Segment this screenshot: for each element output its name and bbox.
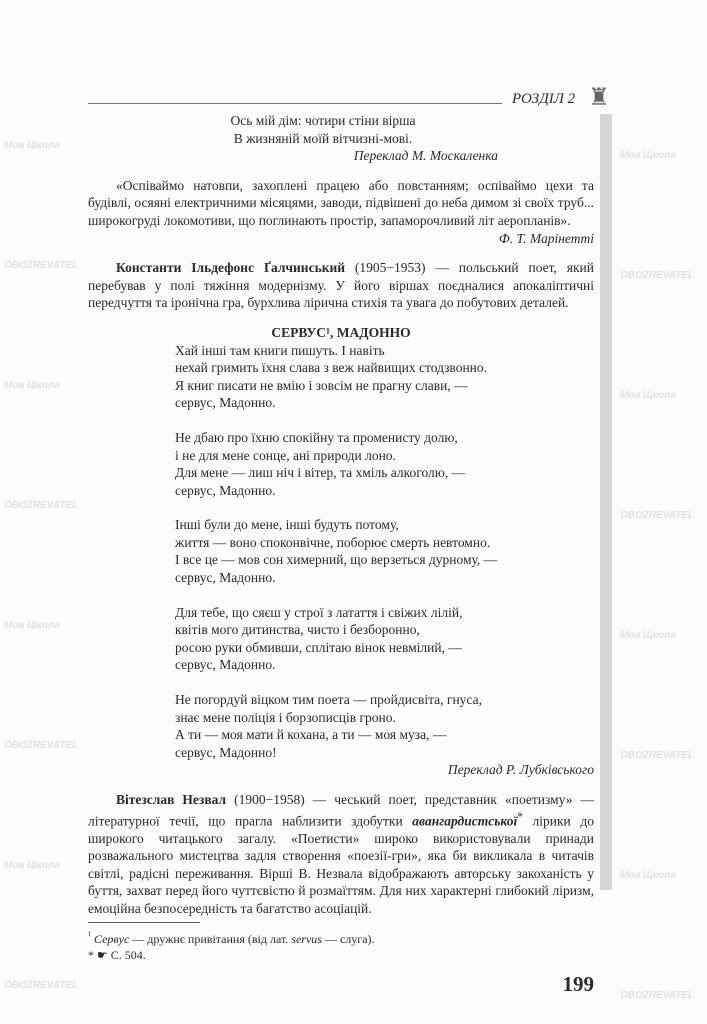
poem-line: Не погордуй віцком тим поета — пройдисвіта, гнуса, [175,692,482,708]
bio-text: (1905−1953) — польський поет, який перебував у полі тяжіння модернізму. У його віршах поєдналися апокаліптичні передчуття та іронічна гра, бурхлива лірична стихія та увага до побутових деталей. [88,260,594,311]
glossary-star: * [517,810,523,823]
watermark: Моя Школа [620,870,676,881]
epigraph-translation: Переклад М. Москаленка [353,148,498,164]
capital-ornament-icon: ♜ [588,85,610,111]
poem-line: квітів мого дитинства, чисто і безборонно, [175,622,420,638]
poem-line: сервус, Мадонно. [175,570,276,586]
bio-text: лірики до широкого читацького загалу. «Поетисти» широко використовували принади розважального мистецтва задля створення «поезії-гри», яка би викликала в читачів світлі, радісні переживання. Вірші В. Незвала відображають авторську закоханість у буття, захват перед його чуттєвістю й розмаїттям. Для них характерні глибокий ліризм, емоційна безпосередність та багатство асоціацій. [88,813,594,917]
bio-nezval [88,791,594,918]
watermark: OBOZREVATEL [620,990,695,1001]
footnote-mark: * [88,947,94,962]
quote-author: Ф. Т. Марінетті [498,230,594,246]
poem-body [175,342,594,762]
watermark: OBOZREVATEL [620,510,695,521]
author-name: Константи Ільдефонс Ґалчинський [116,260,346,276]
footnote-ref: С. 504. [107,947,146,962]
watermark: Моя Школа [4,140,60,151]
poem-line: росою руки обмивши, сплітаю вінок невмілий, — [175,639,462,655]
footnote-text: — слуга). [321,931,375,946]
poem-stanza [175,342,594,412]
page-number: 199 [562,971,594,996]
footnote-mark: ¹ [88,929,91,941]
bio-text: (1900−1958) — чеський поет, представник «поетизму» — літературної течії, що прагла наблизити здобутки [88,792,595,829]
poem-line: життя — воно споконвічне, поборює смерть невтомно. [175,534,491,550]
poem-line: Для тебе, що сяєш у строї з латаття і свіжих лілій, [175,604,463,620]
watermark: OBOZREVATEL [4,980,79,991]
poem-line: сервус, Мадонно. [175,657,276,673]
poem-stanza [175,516,594,586]
pointing-hand-icon: ☛ [97,947,108,962]
poem-line: Інші були до мене, інші будуть потому, [175,517,399,533]
watermark: Моя Школа [4,860,60,871]
watermark: OBOZREVATEL [620,270,695,281]
poem-line: Для мене — лиш ніч і вітер, та хміль алкоголю, — [175,465,466,481]
footnote-text: — дружнє привітання (від лат. [129,931,292,946]
watermark: Моя Школа [4,620,60,631]
quote-block [88,177,594,247]
poem-line: А ти — моя мати й кохана, а ти — моя муза, — [175,727,447,743]
footnote-latin: servus [291,931,322,946]
poem-line: сервус, Мадонно. [175,482,276,498]
poem-line: сервус, Мадонно. [175,395,276,411]
footnote-2 [88,947,594,963]
text-column [88,112,594,997]
poem-stanza [175,604,594,674]
poem-stanza [175,429,594,499]
poem-line: Не дбаю про їхню спокійну та променисту долю, [175,429,458,445]
glossary-term: авангардистської [412,813,518,829]
quote-text: «Оспіваймо натовпи, захоплені працею або повстанням; оспіваймо цехи та будівлі, осяяні електричними місяцями, заводи, підвішені до неба димом зі своїх труб... широкогруді локомотиви, що поглинають простір, запаморочливий літ аеропланів». [88,177,594,228]
watermark: OBOZREVATEL [4,260,79,271]
poem-stanza [175,691,594,761]
watermark: Моя Школа [620,150,676,161]
poem-line: Хай інші там книги пишуть. І навіть [175,342,385,358]
watermark: OBOZREVATEL [4,740,79,751]
poem-line: Я книг писати не вмію і зовсім не прагну слави, — [175,377,468,393]
header-rule [88,103,502,104]
margin-bar [600,114,612,890]
footnote-term: Сервус [94,931,130,946]
footnote-rule [88,922,200,923]
epigraph-line: В жизняній моїй вітчизні-мові. [233,130,413,146]
poem-line: знає мене поліція і борзописців гроно. [175,709,396,725]
bio-galczynski [88,259,594,312]
watermark: Моя Школа [620,630,676,641]
poem-line: нехай гримить їхня слава з веж найвищих стодзвонно. [175,360,488,376]
watermark: Моя Школа [620,390,676,401]
section-label: РОЗДІЛ 2 [512,91,576,107]
author-name: Вітезслав Незвал [116,792,227,807]
poem-title: СЕРВУС¹, МАДОННО [271,324,411,340]
watermark: OBOZREVATEL [4,500,79,511]
poem-line: і не для мене сонце, ані природи лоно. [175,447,396,463]
watermark: Моя Школа [4,380,60,391]
watermark: OBOZREVATEL [620,750,695,761]
poem-line: сервус, Мадонно! [175,744,277,760]
poem-line: І все це — мов сон химерний, що верзеться дурному, — [175,552,498,568]
poem-translation: Переклад Р. Лубківського [447,762,594,778]
epigraph-line: Ось мій дім: чотири стіни вірша [230,113,416,128]
footnote-1 [88,928,594,947]
epigraph [148,112,498,165]
